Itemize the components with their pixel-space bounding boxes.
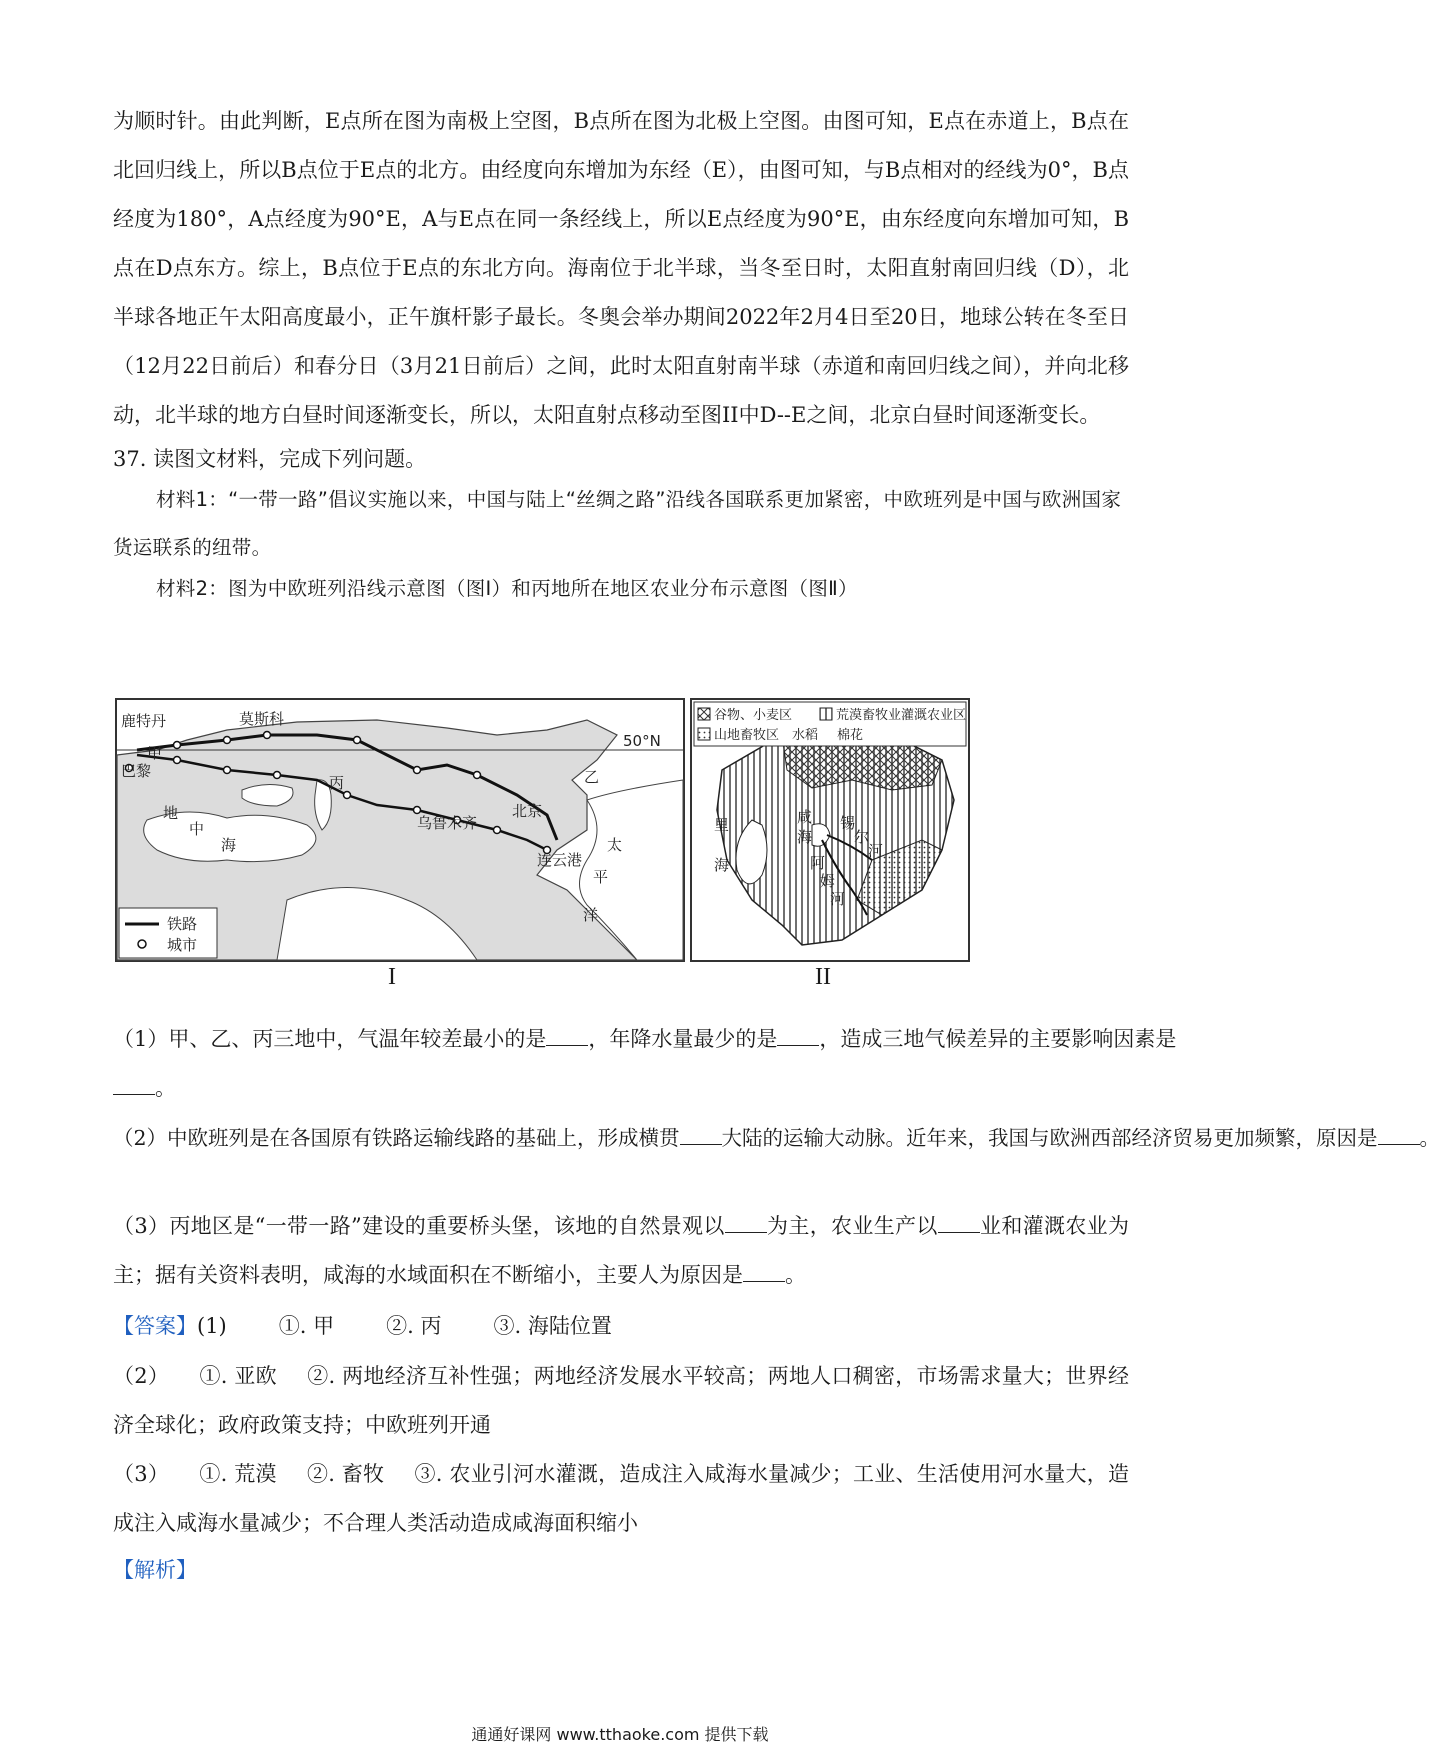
label-beijing: 北京: [512, 802, 543, 820]
legend-rice-label: 水稻: [792, 728, 819, 743]
q2-blank-2: [1378, 1126, 1420, 1145]
answer-1-item-3: ③. 海陆位置: [493, 1314, 612, 1338]
label-moscow: 莫斯科: [239, 710, 285, 728]
answer-2: [113, 1352, 1129, 1450]
analysis-tag: 【解析】: [113, 1558, 197, 1582]
q1-text-a: （1）甲、乙、丙三地中，气温年较差最小的是: [113, 1027, 547, 1051]
q2-text-end: 。: [1419, 1126, 1440, 1150]
label-li: 里: [714, 816, 730, 834]
answer-3-num: （3）: [113, 1462, 170, 1486]
question-37-heading: 37. 读图文材料，完成下列问题。: [113, 447, 427, 471]
label-hai-aral: 海: [797, 828, 813, 846]
label-yi: 乙: [584, 768, 600, 786]
legend-grain-label: 谷物、小麦区: [714, 708, 793, 723]
question-3: [113, 1202, 1129, 1300]
q1-blank-3: [113, 1076, 155, 1095]
legend-railway-label: 铁路: [167, 915, 198, 933]
label-xian: 咸: [797, 808, 813, 826]
q3-text-c: 业和灌溉农业为主；据有关资料表明，咸海的水域面积在不断缩小，主要人为原因是: [113, 1214, 1129, 1287]
answer-2-num: （2）: [113, 1364, 170, 1388]
question-1-line: [113, 1023, 1176, 1053]
label-xi: 锡: [840, 814, 856, 832]
material-1: 材料1：“一带一路”倡议实施以来，中国与陆上“丝绸之路”沿线各国联系更加紧密，中欧班列是中国与欧洲国家货运联系的纽带。: [113, 488, 1122, 559]
legend-mountain-swatch: [698, 728, 710, 740]
q3-blank-1: [725, 1214, 767, 1233]
legend-desert-swatch: [820, 708, 832, 720]
answer-3-item-1: ①. 荒漠: [199, 1462, 277, 1486]
q2-blank-1: [680, 1126, 722, 1145]
label-hai: 海: [221, 836, 237, 854]
figure-1-label: I: [388, 964, 396, 990]
q3-text-b: 为主，农业生产以: [766, 1214, 938, 1238]
q1-blank-2: [777, 1027, 819, 1046]
label-urumqi: 乌鲁木齐: [417, 814, 478, 832]
agriculture-map: [690, 698, 970, 962]
legend-cotton-label: 棉花: [837, 728, 864, 743]
q3-text-a: （3）丙地区是“一带一路”建设的重要桥头堡，该地的自然景观以: [113, 1214, 725, 1238]
answer-3-item-2: ②. 畜牧: [306, 1462, 385, 1486]
answer-2-item-2: ②. 两地经济互补性强；两地经济发展水平较高；两地人口稠密，市场需求量大；世界经济全球化；政府政策支持；中欧班列开通: [113, 1364, 1129, 1437]
q3-blank-2: [938, 1214, 980, 1233]
q2-text-a: （2）中欧班列是在各国原有铁路运输线路的基础上，形成横贯: [113, 1126, 680, 1150]
material-2: 材料2：图为中欧班列沿线示意图（图Ⅰ）和丙地所在地区农业分布示意图（图Ⅱ）: [156, 577, 858, 600]
q1-text-b: ，年降水量最少的是: [588, 1027, 778, 1051]
q2-text-b: 大陆的运输大动脉。近年来，我国与欧洲西部经济贸易更加频繁，原因是: [721, 1126, 1378, 1150]
label-a: 阿: [810, 854, 826, 872]
legend-city-symbol: [138, 940, 146, 948]
legend-city-label: 城市: [167, 936, 198, 954]
answer-tag: 【答案】: [113, 1314, 197, 1338]
figure-2-label: II: [815, 964, 831, 990]
label-bing: 丙: [329, 774, 345, 792]
answer-1-item-1: ①. 甲: [278, 1314, 335, 1338]
answer-1-line: [113, 1310, 612, 1340]
label-he2: 河: [868, 842, 884, 860]
answer-3: [113, 1450, 1129, 1548]
answer-1-item-2: ②. 丙: [386, 1314, 442, 1338]
answer-1-num: (1): [197, 1314, 227, 1338]
legend-mountain-label: 山地畜牧区: [714, 728, 780, 743]
agriculture-map-drawing: [692, 700, 968, 960]
page-footer: 通通好课网 www.tthaoke.com 提供下载: [471, 1725, 769, 1744]
answer-2-item-1: ①. 亚欧: [199, 1364, 277, 1388]
label-yang: 洋: [583, 906, 599, 924]
label-50n: 50°N: [623, 732, 661, 750]
label-hai-caspian: 海: [714, 856, 730, 874]
railway-map-drawing: [117, 700, 683, 960]
label-rotterdam: 鹿特丹: [121, 712, 167, 730]
explanation-paragraph: 为顺时针。由此判断，E点所在图为南极上空图，B点所在图为北极上空图。由图可知，E点在赤道上，B点在北回归线上，所以B点位于E点的北方。由经度向东增加为东经（E），由图可知，与B点相对的经线为0°，B点经度为180°，A点经度为90°E，A与E点在同一条经线上，所以E点经度为90°E，由东经度向东增加可知，B点在D点东方。综上，B点位于E点的东北方向。海南位于北半球，当冬至日时，太阳直射南回归线（D），北半球各地正午太阳高度最小，正午旗杆影子最长。冬奥会举办期间2022年2月4日至20日，地球公转在冬至日（12月22日前后）和春分日（3月21日前后）之间，此时太阳直射南半球（赤道和南回归线之间），并向北移动，北半球的地方白昼时间逐渐变长，所以，太阳直射点移动至图II中D--E之间，北京白昼时间逐渐变长。: [113, 109, 1129, 427]
label-zhong: 中: [189, 820, 205, 838]
q1-text-end: 。: [155, 1076, 176, 1100]
label-he: 河: [830, 890, 846, 908]
q1-blank-1: [546, 1027, 588, 1046]
q3-blank-3: [743, 1263, 785, 1282]
label-mu: 姆: [820, 872, 836, 890]
label-ping: 平: [593, 868, 609, 886]
label-lianyungang: 连云港: [537, 851, 583, 869]
legend-grain-swatch: [698, 708, 710, 720]
answer-3-item-3: ③. 农业引河水灌溉，造成注入咸海水量减少；工业、生活使用河水量大，造成注入咸海水量减少；不合理人类活动造成咸海面积缩小: [113, 1462, 1129, 1535]
q3-text-end: 。: [785, 1263, 806, 1287]
label-jia: 甲: [147, 744, 163, 762]
question-1-line-2: [113, 1072, 176, 1102]
question-2-line: [113, 1121, 1440, 1151]
label-di: 地: [163, 804, 179, 822]
railway-map: [115, 698, 685, 962]
legend-desert-label: 荒漠畜牧业灌溉农业区: [836, 708, 967, 723]
label-er: 尔: [854, 828, 870, 846]
label-tai: 太: [607, 836, 623, 854]
label-paris: 巴黎: [121, 762, 152, 780]
q1-text-c: ，造成三地气候差异的主要影响因素是: [819, 1027, 1177, 1051]
